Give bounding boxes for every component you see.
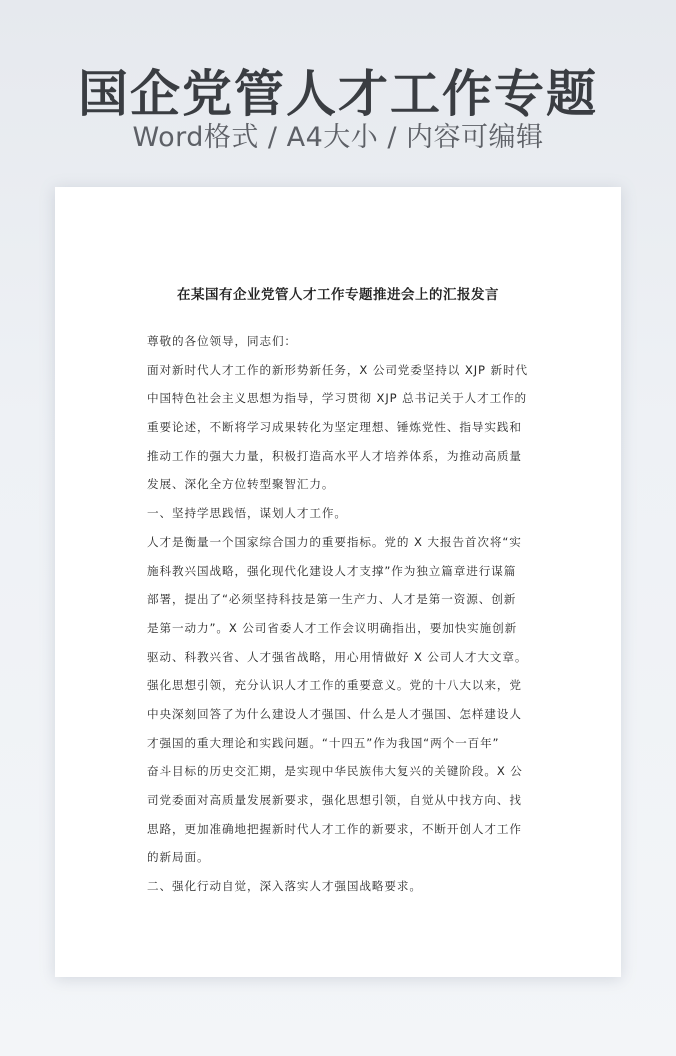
document-body [147, 327, 529, 901]
body-line: 发展、深化全方位转型聚智汇力。 [147, 477, 335, 492]
body-line: 才强国的重大理论和实践问题。“十四五”作为我国“两个一百年” [147, 735, 500, 750]
body-line: 驱动、科教兴省、人才强省战略，用心用情做好 X 公司人才大文章。 [147, 649, 528, 664]
body-line: 思路，更加准确地把握新时代人才工作的新要求，不断开创人才工作 [147, 821, 522, 836]
body-line: 尊敬的各位领导，同志们： [147, 334, 297, 348]
body-line: 的新局面。 [147, 850, 210, 865]
body-line: 中国特色社会主义思想为指导，学习贯彻 XJP 总书记关于人才工作的 [147, 391, 528, 406]
body-line: 强化思想引领，充分认识人才工作的重要意义。党的十八大以来，党 [147, 678, 522, 693]
banner-subtitle: Word格式 / A4大小 / 内容可编辑 [132, 122, 544, 153]
body-line: 奋斗目标的历史交汇期，是实现中华民族伟大复兴的关键阶段。X 公 [147, 764, 523, 779]
body-line: 施科教兴国战略，强化现代化建设人才支撑”作为独立篇章进行谋篇 [147, 563, 517, 578]
section-heading: 一、坚持学思践悟，谋划人才工作。 [147, 506, 347, 521]
body-line: 司党委面对高质量发展新要求，强化思想引领，自觉从中找方向、找 [147, 793, 522, 807]
document-page [55, 187, 621, 977]
section-heading: 二、强化行动自觉，深入落实人才强国战略要求。 [147, 879, 422, 894]
body-line: 人才是衡量一个国家综合国力的重要指标。党的 X 大报告首次将“实 [147, 534, 522, 549]
body-line: 是第一动力”。X 公司省委人才工作会议明确指出，要加快实施创新 [147, 620, 518, 635]
banner-title: 国企党管人才工作专题 [78, 65, 598, 123]
body-line: 推动工作的强大力量，积极打造高水平人才培养体系，为推动高质量 [147, 448, 522, 463]
body-line: 中央深刻回答了为什么建设人才强国、什么是人才强国、怎样建设人 [147, 706, 522, 721]
document-title: 在某国有企业党管人才工作专题推进会上的汇报发言 [177, 287, 499, 303]
body-line: 面对新时代人才工作的新形势新任务，X 公司党委坚持以 XJP 新时代 [147, 362, 528, 377]
body-line: 部署，提出了“必须坚持科技是第一生产力、人才是第一资源、创新 [147, 592, 517, 607]
body-line: 重要论述，不断将学习成果转化为坚定理想、锤炼党性、指导实践和 [147, 420, 522, 435]
